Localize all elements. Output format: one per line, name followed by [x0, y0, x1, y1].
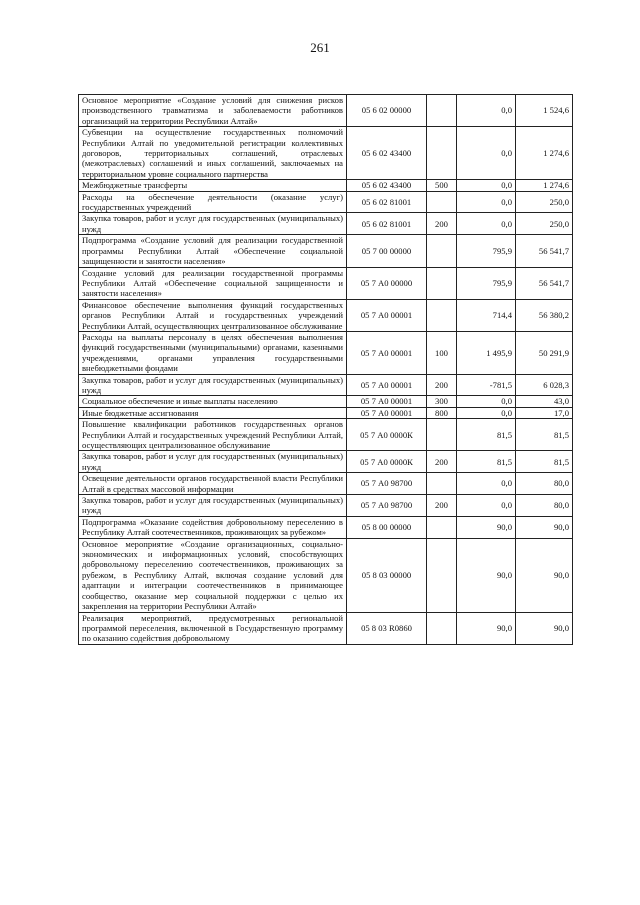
- row-expense-type: [427, 191, 457, 213]
- row-amount-change: 0,0: [457, 180, 516, 191]
- row-expense-type: [427, 516, 457, 538]
- row-amount-change: 0,0: [457, 495, 516, 517]
- table-row: [79, 538, 573, 612]
- row-expense-type: 500: [427, 180, 457, 191]
- row-amount-change: 81,5: [457, 419, 516, 451]
- row-description: Подпрограмма «Создание условий для реализации государственной программы Республики Алтай «Обеспечение социальной защищенности и занятости населения»: [79, 235, 347, 267]
- row-expense-type: 300: [427, 396, 457, 407]
- row-amount-total: 56 541,7: [516, 267, 573, 299]
- table-row: [79, 267, 573, 299]
- table-row: [79, 299, 573, 331]
- table-row: [79, 235, 573, 267]
- row-amount-change: 714,4: [457, 299, 516, 331]
- row-code: 05 7 А0 00001: [347, 331, 427, 374]
- row-expense-type: [427, 235, 457, 267]
- row-amount-total: 250,0: [516, 191, 573, 213]
- row-amount-change: 795,9: [457, 235, 516, 267]
- row-code: 05 6 02 43400: [347, 180, 427, 191]
- row-code: 05 6 02 81001: [347, 213, 427, 235]
- row-amount-total: 17,0: [516, 407, 573, 418]
- row-description: Иные бюджетные ассигнования: [79, 407, 347, 418]
- row-amount-change: 0,0: [457, 473, 516, 495]
- row-amount-total: 50 291,9: [516, 331, 573, 374]
- row-amount-total: 1 274,6: [516, 127, 573, 180]
- row-expense-type: [427, 299, 457, 331]
- row-amount-change: 795,9: [457, 267, 516, 299]
- row-amount-change: 90,0: [457, 516, 516, 538]
- row-amount-total: 81,5: [516, 419, 573, 451]
- row-amount-total: 1 524,6: [516, 95, 573, 127]
- table-row: [79, 495, 573, 517]
- row-amount-total: 81,5: [516, 451, 573, 473]
- row-amount-total: 43,0: [516, 396, 573, 407]
- row-description: Основное мероприятие «Создание условий для снижения рисков производственного травматизма и заболеваемости работников организаций на территории Республики Алтай»: [79, 95, 347, 127]
- row-description: Основное мероприятие «Создание организационных, социально-экономических и информационных условий, способствующих добровольному переселению соотечественников, проживающих за рубежом, в Республику Алтай, включая создание условий для адаптации и интеграции соотечественников в принимающее сообщество, оказание мер социальной поддержки с целью их закрепления на территории Республики Алтай»: [79, 538, 347, 612]
- row-description: Расходы на обеспечение деятельности (оказание услуг) государственных учреждений: [79, 191, 347, 213]
- table-row: [79, 451, 573, 473]
- row-amount-total: 90,0: [516, 538, 573, 612]
- row-expense-type: [427, 127, 457, 180]
- row-description: Закупка товаров, работ и услуг для государственных (муниципальных) нужд: [79, 374, 347, 396]
- row-code: 05 7 А0 00000: [347, 267, 427, 299]
- table-row: [79, 95, 573, 127]
- row-amount-change: 0,0: [457, 95, 516, 127]
- row-description: Межбюджетные трансферты: [79, 180, 347, 191]
- row-amount-change: 0,0: [457, 191, 516, 213]
- row-code: 05 7 А0 00001: [347, 407, 427, 418]
- row-expense-type: 200: [427, 213, 457, 235]
- row-amount-total: 90,0: [516, 516, 573, 538]
- row-expense-type: 800: [427, 407, 457, 418]
- row-amount-change: 0,0: [457, 396, 516, 407]
- row-expense-type: [427, 538, 457, 612]
- row-expense-type: 200: [427, 374, 457, 396]
- row-amount-change: 0,0: [457, 213, 516, 235]
- row-expense-type: [427, 267, 457, 299]
- table-row: [79, 612, 573, 644]
- row-amount-total: 1 274,6: [516, 180, 573, 191]
- row-amount-total: 80,0: [516, 495, 573, 517]
- row-expense-type: [427, 473, 457, 495]
- row-code: 05 8 03 00000: [347, 538, 427, 612]
- page-number: 261: [310, 40, 330, 55]
- row-expense-type: 100: [427, 331, 457, 374]
- row-amount-change: 0,0: [457, 127, 516, 180]
- row-amount-total: 6 028,3: [516, 374, 573, 396]
- row-code: 05 8 03 R0860: [347, 612, 427, 644]
- table-row: [79, 473, 573, 495]
- row-description: Закупка товаров, работ и услуг для государственных (муниципальных) нужд: [79, 213, 347, 235]
- table-row: [79, 331, 573, 374]
- row-description: Подпрограмма «Оказание содействия добровольному переселению в Республику Алтай соотечественников, проживающих за рубежом»: [79, 516, 347, 538]
- row-description: Реализация мероприятий, предусмотренных региональной программой переселения, включенной в Государственную программу по оказанию содействия добровольному: [79, 612, 347, 644]
- table-row: [79, 374, 573, 396]
- row-description: Субвенции на осуществление государственных полномочий Республики Алтай по уведомительной регистрации коллективных договоров, территориальных соглашений, отраслевых (межотраслевых) соглашений и иных соглашений, заключаемых на территориальном уровне социального партнерства: [79, 127, 347, 180]
- table-row: [79, 213, 573, 235]
- table-row: [79, 516, 573, 538]
- row-expense-type: [427, 419, 457, 451]
- row-code: 05 8 00 00000: [347, 516, 427, 538]
- row-description: Освещение деятельности органов государственной власти Республики Алтай в средствах массовой информации: [79, 473, 347, 495]
- row-code: 05 6 02 00000: [347, 95, 427, 127]
- table-row: [79, 396, 573, 407]
- table-row: [79, 419, 573, 451]
- table-row: [79, 180, 573, 191]
- row-description: Социальное обеспечение и иные выплаты населению: [79, 396, 347, 407]
- row-description: Закупка товаров, работ и услуг для государственных (муниципальных) нужд: [79, 451, 347, 473]
- row-expense-type: [427, 95, 457, 127]
- row-expense-type: [427, 612, 457, 644]
- row-amount-change: 0,0: [457, 407, 516, 418]
- table-row: [79, 407, 573, 418]
- row-amount-total: 56 541,7: [516, 235, 573, 267]
- row-description: Закупка товаров, работ и услуг для государственных (муниципальных) нужд: [79, 495, 347, 517]
- row-amount-total: 90,0: [516, 612, 573, 644]
- row-code: 05 7 А0 00001: [347, 396, 427, 407]
- budget-table: [78, 94, 573, 645]
- row-code: 05 7 А0 00001: [347, 374, 427, 396]
- budget-table-body: [79, 95, 573, 645]
- row-amount-change: 1 495,9: [457, 331, 516, 374]
- row-expense-type: 200: [427, 451, 457, 473]
- table-row: [79, 127, 573, 180]
- row-amount-change: 90,0: [457, 612, 516, 644]
- row-amount-total: 250,0: [516, 213, 573, 235]
- row-description: Расходы на выплаты персоналу в целях обеспечения выполнения функций государственными (муниципальными) органами, казенными учреждениями, органами управления государственными внебюджетными фондами: [79, 331, 347, 374]
- row-code: 05 6 02 43400: [347, 127, 427, 180]
- row-description: Повышение квалификации работников государственных органов Республики Алтай и государственных учреждений Республики Алтай, осуществляющих централизованное обслуживание: [79, 419, 347, 451]
- row-amount-change: 81,5: [457, 451, 516, 473]
- row-code: 05 6 02 81001: [347, 191, 427, 213]
- row-code: 05 7 А0 00001: [347, 299, 427, 331]
- row-amount-total: 80,0: [516, 473, 573, 495]
- row-expense-type: 200: [427, 495, 457, 517]
- row-code: 05 7 А0 98700: [347, 495, 427, 517]
- row-code: 05 7 А0 0000К: [347, 451, 427, 473]
- row-code: 05 7 00 00000: [347, 235, 427, 267]
- row-description: Финансовое обеспечение выполнения функций государственных органов Республики Алтай и государственных учреждений Республики Алтай, осуществляющих централизованное обслуживание: [79, 299, 347, 331]
- row-code: 05 7 А0 0000К: [347, 419, 427, 451]
- row-code: 05 7 А0 98700: [347, 473, 427, 495]
- row-amount-total: 56 380,2: [516, 299, 573, 331]
- row-amount-change: -781,5: [457, 374, 516, 396]
- table-row: [79, 191, 573, 213]
- row-description: Создание условий для реализации государственной программы Республики Алтай «Обеспечение социальной защищенности и занятости населения»: [79, 267, 347, 299]
- row-amount-change: 90,0: [457, 538, 516, 612]
